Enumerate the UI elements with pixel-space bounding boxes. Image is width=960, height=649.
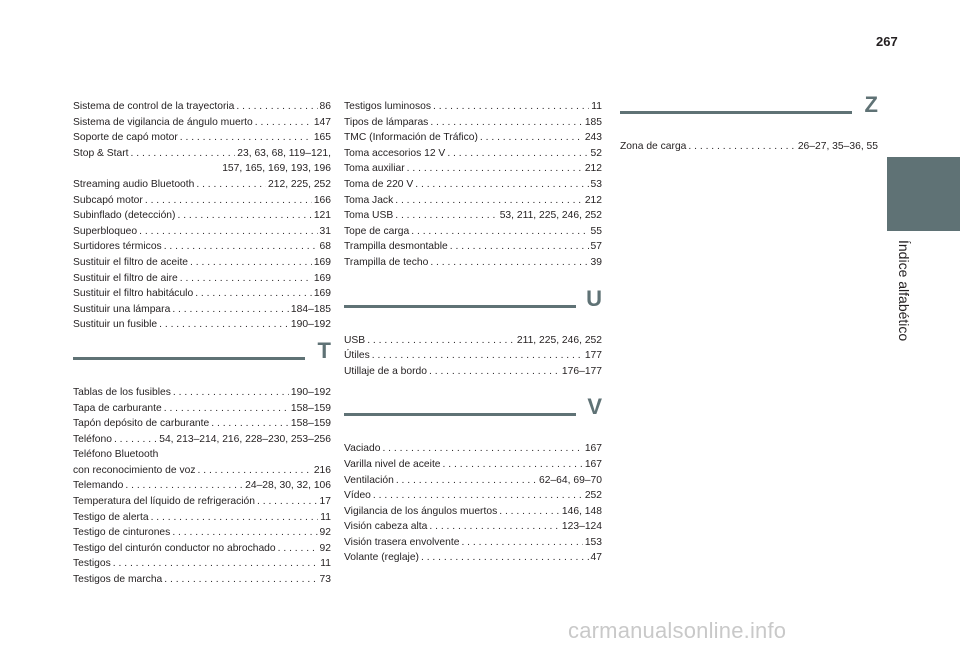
index-entry bbox=[344, 488, 602, 504]
section-letter: U bbox=[586, 285, 602, 311]
index-entry bbox=[344, 130, 602, 146]
leader-dots bbox=[114, 432, 157, 448]
index-term: Testigo de cinturones bbox=[73, 527, 171, 539]
leader-dots bbox=[180, 271, 312, 287]
index-term: USB bbox=[344, 334, 366, 346]
index-pages: 212, 225, 252 bbox=[268, 178, 331, 190]
index-pages: 243 bbox=[584, 132, 602, 144]
index-term: Visión cabeza alta bbox=[344, 521, 428, 533]
index-term: Toma accesorios 12 V bbox=[344, 147, 446, 159]
index-term: Tapón depósito de carburante bbox=[73, 418, 210, 430]
section-header-v bbox=[344, 394, 602, 441]
index-entry bbox=[73, 193, 331, 209]
index-term: Sustituir el filtro habitáculo bbox=[73, 288, 194, 300]
index-term: Teléfono bbox=[73, 433, 112, 445]
index-entry bbox=[73, 146, 331, 162]
section-rule bbox=[620, 111, 852, 114]
section-rule bbox=[344, 413, 576, 416]
index-column-1 bbox=[73, 99, 331, 588]
index-entry bbox=[73, 115, 331, 131]
entries-u bbox=[344, 333, 602, 380]
index-entry bbox=[73, 510, 331, 526]
index-term: Soporte de capó motor bbox=[73, 132, 178, 144]
leader-dots bbox=[139, 224, 317, 240]
index-term: Zona de carga bbox=[620, 141, 687, 152]
leader-dots bbox=[113, 556, 319, 572]
index-entry bbox=[73, 286, 331, 302]
index-pages: 190–192 bbox=[290, 386, 331, 398]
index-term: Telemando bbox=[73, 480, 124, 492]
index-term: Visión trasera envolvente bbox=[344, 536, 460, 548]
index-pages: 169 bbox=[313, 256, 331, 268]
index-term: Superbloqueo bbox=[73, 225, 138, 237]
index-pages: 11 bbox=[591, 101, 602, 112]
index-entry bbox=[73, 525, 331, 541]
leader-dots bbox=[395, 193, 583, 209]
index-entry bbox=[344, 473, 602, 489]
index-entry bbox=[344, 239, 602, 255]
index-pages: 212 bbox=[584, 194, 602, 206]
index-entry bbox=[344, 208, 602, 224]
leader-dots bbox=[255, 115, 312, 131]
index-entry bbox=[344, 255, 602, 271]
index-term: Subinflado (detección) bbox=[73, 210, 176, 222]
index-entry bbox=[73, 177, 331, 193]
leader-dots bbox=[198, 463, 312, 479]
index-pages: 57 bbox=[590, 241, 602, 253]
leader-dots bbox=[164, 239, 318, 255]
index-term: Temperatura del líquido de refrigeración bbox=[73, 496, 256, 508]
index-entry bbox=[73, 447, 331, 463]
index-pages: 177 bbox=[584, 350, 602, 362]
index-pages: 11 bbox=[320, 558, 331, 570]
index-pages: 185 bbox=[584, 116, 602, 128]
entries-t-cont bbox=[344, 99, 602, 271]
index-term: Vaciado bbox=[344, 443, 381, 455]
index-entry bbox=[73, 224, 331, 240]
index-term: Sistema de vigilancia de ángulo muerto bbox=[73, 116, 253, 128]
leader-dots bbox=[145, 193, 312, 209]
index-term: Stop & Start bbox=[73, 147, 129, 159]
index-pages: 212 bbox=[584, 163, 602, 175]
entries-s bbox=[73, 99, 331, 333]
section-letter: T bbox=[317, 337, 331, 363]
index-entry bbox=[344, 224, 602, 240]
index-entry bbox=[73, 385, 331, 401]
leader-dots bbox=[367, 333, 515, 349]
leader-dots bbox=[236, 99, 317, 115]
index-term: Toma USB bbox=[344, 210, 394, 222]
index-pages: 23, 63, 68, 119–121, bbox=[237, 147, 331, 159]
index-entry bbox=[344, 348, 602, 364]
section-letter: Z bbox=[864, 92, 878, 117]
index-entry bbox=[344, 441, 602, 457]
side-tab bbox=[887, 157, 960, 231]
index-entry bbox=[73, 401, 331, 417]
index-pages: 184–185 bbox=[290, 303, 331, 315]
index-term: Teléfono Bluetooth bbox=[73, 449, 159, 461]
index-term: Sustituir el filtro de aceite bbox=[73, 256, 189, 268]
watermark: carmanualsonline.info bbox=[568, 618, 787, 643]
index-entry bbox=[344, 193, 602, 209]
index-entry-continuation bbox=[73, 161, 331, 177]
index-entry bbox=[344, 333, 602, 349]
leader-dots bbox=[172, 302, 289, 318]
leader-dots bbox=[151, 510, 319, 526]
index-pages: 190–192 bbox=[290, 319, 331, 331]
index-pages: 47 bbox=[590, 552, 602, 564]
index-entry bbox=[73, 317, 331, 333]
index-term: Trampilla de techo bbox=[344, 256, 429, 268]
index-pages: 68 bbox=[319, 241, 331, 253]
index-term: Vigilancia de los ángulos muertos bbox=[344, 505, 498, 517]
index-entry bbox=[73, 302, 331, 318]
leader-dots bbox=[164, 401, 289, 417]
index-pages: 26–27, 35–36, 55 bbox=[797, 141, 878, 152]
index-entry bbox=[344, 177, 602, 193]
index-pages: 73 bbox=[319, 574, 331, 586]
index-entry bbox=[344, 115, 602, 131]
index-pages: 62–64, 69–70 bbox=[539, 474, 602, 486]
section-header-u bbox=[344, 285, 602, 333]
index-entry bbox=[73, 208, 331, 224]
index-entry bbox=[73, 572, 331, 588]
index-term: Trampilla desmontable bbox=[344, 241, 448, 253]
page-number: 267 bbox=[876, 34, 898, 49]
leader-dots bbox=[177, 208, 311, 224]
index-pages: 211, 225, 246, 252 bbox=[516, 334, 602, 346]
index-pages: 252 bbox=[584, 490, 602, 502]
index-pages: 123–124 bbox=[561, 521, 602, 533]
index-pages: 54, 213–214, 216, 228–230, 253–256 bbox=[159, 433, 331, 445]
index-pages: 24–28, 30, 32, 106 bbox=[245, 480, 331, 492]
index-pages: 146, 148 bbox=[561, 505, 602, 517]
index-pages: 92 bbox=[319, 527, 331, 539]
index-term: Sustituir una lámpara bbox=[73, 303, 171, 315]
leader-dots bbox=[688, 139, 795, 155]
leader-dots bbox=[430, 115, 582, 131]
index-term: Volante (reglaje) bbox=[344, 552, 419, 564]
index-pages: 147 bbox=[313, 116, 331, 128]
index-pages: 167 bbox=[584, 443, 602, 455]
index-term: Testigos de marcha bbox=[73, 574, 163, 586]
index-entry bbox=[73, 416, 331, 432]
index-term: Vídeo bbox=[344, 490, 371, 502]
index-entry bbox=[344, 457, 602, 473]
leader-dots bbox=[172, 525, 317, 541]
index-pages: 216 bbox=[313, 464, 331, 476]
leader-dots bbox=[415, 177, 588, 193]
leader-dots bbox=[196, 177, 266, 193]
index-entry bbox=[344, 504, 602, 520]
index-pages: 166 bbox=[313, 194, 331, 206]
index-term: Toma de 220 V bbox=[344, 178, 414, 190]
leader-dots bbox=[373, 488, 583, 504]
side-tab-label-text: Índice alfabético bbox=[896, 240, 912, 342]
index-term: Testigo del cinturón conductor no abrochado bbox=[73, 542, 276, 554]
index-entry bbox=[73, 239, 331, 255]
section-header-t bbox=[73, 337, 331, 385]
leader-dots bbox=[125, 478, 243, 494]
index-entry bbox=[344, 161, 602, 177]
index-term: Ventilación bbox=[344, 474, 394, 486]
leader-dots bbox=[190, 255, 312, 271]
leader-dots bbox=[429, 364, 560, 380]
index-term: Utillaje de a bordo bbox=[344, 365, 427, 377]
leader-dots bbox=[173, 385, 289, 401]
index-term: Varilla nivel de aceite bbox=[344, 458, 441, 470]
index-term: Toma Jack bbox=[344, 194, 394, 206]
index-pages: 92 bbox=[319, 542, 331, 554]
index-pages: 165 bbox=[313, 132, 331, 144]
section-rule bbox=[73, 357, 305, 360]
index-term: Útiles bbox=[344, 350, 370, 362]
index-entry bbox=[73, 99, 331, 115]
index-pages: 55 bbox=[590, 225, 602, 237]
index-term: Toma auxiliar bbox=[344, 163, 405, 175]
leader-dots bbox=[159, 317, 289, 333]
leader-dots bbox=[443, 457, 583, 473]
index-entry bbox=[620, 139, 878, 155]
index-entry bbox=[73, 130, 331, 146]
index-term: Subcapó motor bbox=[73, 194, 143, 206]
leader-dots bbox=[429, 519, 560, 535]
index-term: Testigos luminosos bbox=[344, 101, 431, 112]
index-term: Tapa de carburante bbox=[73, 402, 162, 414]
index-entry bbox=[73, 255, 331, 271]
leader-dots bbox=[180, 130, 312, 146]
leader-dots bbox=[499, 504, 560, 520]
leader-dots bbox=[195, 286, 312, 302]
index-entry bbox=[73, 432, 331, 448]
leader-dots bbox=[164, 572, 317, 588]
index-pages: 169 bbox=[313, 272, 331, 284]
section-rule bbox=[344, 305, 576, 308]
index-term: Testigo de alerta bbox=[73, 511, 149, 523]
leader-dots bbox=[433, 99, 589, 115]
index-term: Surtidores térmicos bbox=[73, 241, 162, 253]
entries-v bbox=[344, 441, 602, 566]
leader-dots bbox=[480, 130, 583, 146]
index-term: Streaming audio Bluetooth bbox=[73, 178, 195, 190]
index-pages: 158–159 bbox=[290, 402, 331, 414]
index-column-3 bbox=[620, 92, 878, 155]
leader-dots bbox=[382, 441, 582, 457]
index-pages: 121 bbox=[313, 210, 331, 222]
leader-dots bbox=[396, 473, 537, 489]
entries-t bbox=[73, 385, 331, 588]
index-entry bbox=[73, 541, 331, 557]
index-pages: 39 bbox=[590, 256, 602, 268]
leader-dots bbox=[257, 494, 318, 510]
index-entry bbox=[344, 550, 602, 566]
leader-dots bbox=[411, 224, 588, 240]
leader-dots bbox=[461, 535, 582, 551]
leader-dots bbox=[430, 255, 588, 271]
index-term: Testigos bbox=[73, 558, 111, 570]
index-pages: 167 bbox=[584, 458, 602, 470]
index-term: Sustituir el filtro de aire bbox=[73, 272, 178, 284]
leader-dots bbox=[372, 348, 583, 364]
entries-z bbox=[620, 139, 878, 155]
index-term: Sistema de control de la trayectoria bbox=[73, 101, 235, 112]
leader-dots bbox=[131, 146, 236, 162]
index-entry bbox=[73, 463, 331, 479]
index-pages: 52 bbox=[590, 147, 602, 159]
index-pages: 86 bbox=[319, 101, 331, 112]
index-entry bbox=[344, 364, 602, 380]
index-pages-continued: 157, 165, 169, 193, 196 bbox=[222, 163, 331, 175]
leader-dots bbox=[450, 239, 589, 255]
leader-dots bbox=[421, 550, 589, 566]
index-term: con reconocimiento de voz bbox=[73, 464, 196, 476]
index-term: Tope de carga bbox=[344, 225, 410, 237]
index-pages: 153 bbox=[584, 536, 602, 548]
index-pages: 53, 211, 225, 246, 252 bbox=[499, 210, 602, 222]
index-pages: 31 bbox=[319, 225, 331, 237]
side-tab-label bbox=[880, 240, 924, 350]
leader-dots bbox=[447, 146, 588, 162]
leader-dots bbox=[278, 541, 318, 557]
leader-dots bbox=[211, 416, 289, 432]
index-entry bbox=[73, 494, 331, 510]
index-entry bbox=[344, 99, 602, 115]
index-pages: 169 bbox=[313, 288, 331, 300]
index-entry bbox=[344, 146, 602, 162]
index-entry bbox=[73, 556, 331, 572]
index-term: Sustituir un fusible bbox=[73, 319, 158, 331]
index-entry bbox=[344, 535, 602, 551]
index-term: Tipos de lámparas bbox=[344, 116, 429, 128]
index-pages: 53 bbox=[590, 178, 602, 190]
index-term: TMC (Información de Tráfico) bbox=[344, 132, 478, 144]
index-pages: 158–159 bbox=[290, 418, 331, 430]
leader-dots bbox=[407, 161, 583, 177]
section-letter: V bbox=[587, 394, 602, 420]
index-term: Tablas de los fusibles bbox=[73, 386, 171, 398]
section-header-z bbox=[620, 92, 878, 139]
index-pages: 17 bbox=[319, 496, 331, 508]
index-entry bbox=[344, 519, 602, 535]
index-entry bbox=[73, 478, 331, 494]
leader-dots bbox=[395, 208, 497, 224]
index-pages: 176–177 bbox=[561, 365, 602, 377]
index-pages: 11 bbox=[320, 511, 331, 523]
index-column-2 bbox=[344, 99, 602, 566]
index-entry bbox=[73, 271, 331, 287]
